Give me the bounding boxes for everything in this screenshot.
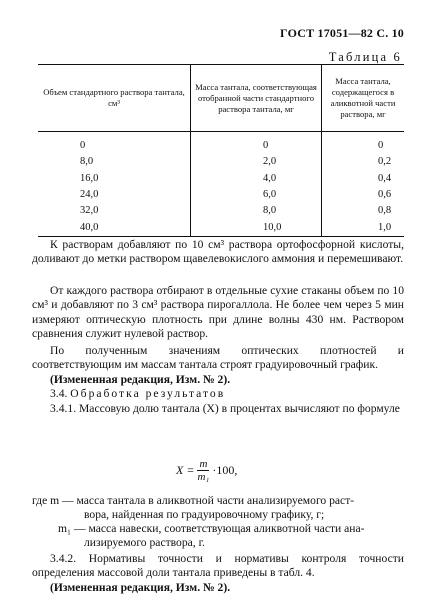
table-cell: 16,0: [80, 172, 99, 184]
table-cell: 8,0: [191, 203, 322, 219]
table-row: [38, 203, 404, 219]
table-cell: 0,2: [322, 154, 405, 170]
table-cell: 24,0: [80, 189, 99, 201]
table-row: [38, 219, 404, 236]
table-cell: 0: [80, 140, 86, 152]
table-cell: 8,0: [80, 156, 94, 168]
definition-m-cont: вора, найденная по градуировочному графику, г;: [84, 508, 325, 521]
table-caption: Таблица 6: [328, 50, 402, 64]
table-cell: 0,6: [322, 187, 405, 203]
table-cell: 1,0: [322, 219, 405, 236]
table-header-row: [38, 65, 404, 132]
amendment-note: (Измененная редакция, Изм. № 2).: [50, 581, 231, 594]
table-cell: 0: [191, 132, 322, 155]
paragraph: 3.4.2. Нормативы точности и нормативы контроля точности определения массовой доли тантала приведены в табл. 4.: [32, 552, 404, 580]
table-row: [38, 154, 404, 170]
formula-lhs: X =: [176, 463, 195, 477]
definition-m: где m — масса тантала в аликвотной части анализируемого раст-: [32, 494, 355, 507]
paragraph: К растворам добавляют по 10 см³ раствора ортофосфорной кислоты, доливают до метки раствором щавелевокислого аммония и перемешивают.: [32, 238, 404, 266]
amendment-note: (Измененная редакция, Изм. № 2).: [50, 373, 231, 386]
definition-m1-cont: лизируемого раствора, г.: [84, 536, 205, 549]
section-heading: [32, 387, 404, 401]
section-title: Обработка результатов: [70, 387, 226, 400]
paragraph: 3.4.1. Массовую долю тантала (X) в процентах вычисляют по формуле: [50, 402, 400, 415]
table-cell: 0,4: [322, 171, 405, 187]
column-header: Объем стандартного раствора тантала, см³: [38, 65, 191, 132]
formula-fraction: [197, 458, 209, 483]
table-cell: 4,0: [191, 171, 322, 187]
data-table: [38, 64, 404, 237]
column-header: Масса тантала, соответствующая отобранной части стандартного раствора тантала, мг: [191, 65, 322, 132]
section-number: 3.4.: [50, 387, 68, 400]
table-cell: 2,0: [191, 154, 322, 170]
formula-denominator: m₁: [197, 471, 210, 483]
column-header: Масса тантала, содержащегося в аликвотной части раствора, мг: [322, 65, 405, 132]
definition-m1: m₁ — масса навески, соответствующая аликвотной части ана-: [58, 522, 365, 535]
table-cell: 0,8: [322, 203, 405, 219]
table-row: [38, 187, 404, 203]
table-row: [38, 171, 404, 187]
formula: [176, 458, 237, 483]
table-cell: 40,0: [38, 219, 191, 236]
table-row: [38, 132, 404, 155]
table-cell: 32,0: [80, 205, 99, 217]
paragraph: По полученным значениям оптических плотностей и соответствующим им массам тантала строят градуировочный график.: [32, 344, 404, 372]
formula-tail: ·100,: [212, 463, 238, 477]
table-cell: 0: [322, 132, 405, 155]
table-cell: 10,0: [191, 219, 322, 236]
page-header: ГОСТ 17051—82 С. 10: [280, 26, 404, 40]
table-cell: 6,0: [191, 187, 322, 203]
paragraph: От каждого раствора отбирают в отдельные сухие стаканы объем по 10 см³ и добавляют по 3 см³ раствора пирогаллола. Не более чем через 5 мин измеряют оптическую плотность при длине волны 430 нм. Раствором сравнения служит нулевой раствор.: [32, 284, 404, 341]
formula-numerator: m: [199, 458, 208, 470]
